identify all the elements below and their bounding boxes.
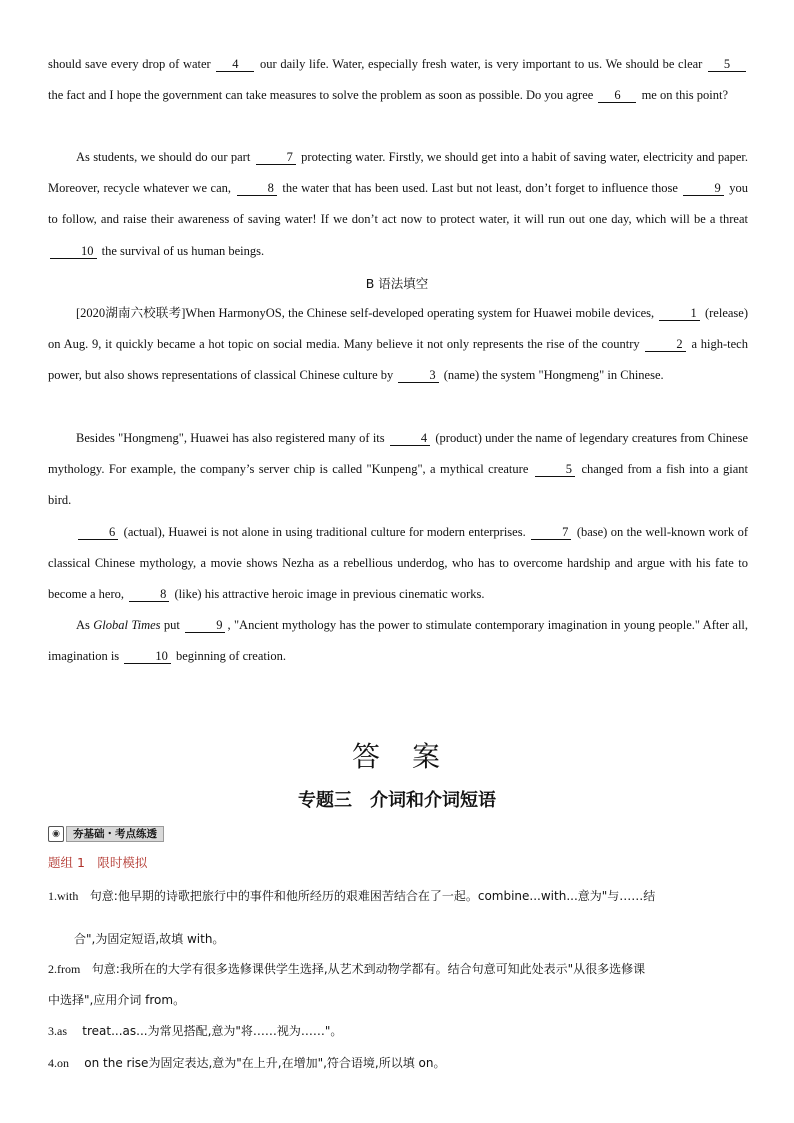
blank-5: 5 [535, 463, 575, 477]
cloze-a-paragraph-2 [48, 142, 748, 267]
passage-text: the fact and I hope the government can take measures to solve the problem as soon as possible. Do you agree [48, 88, 594, 103]
blank-10: 10 [50, 245, 97, 259]
passage-text: (base) on the well-known work of classical Chinese mythology, a movie shows Nezha as a rebellious underdog, who has to overcome hardship and argue with his fate to become a hero, [48, 525, 749, 602]
passage-text: (actual), Huawei is not alone in using traditional culture for modern enterprises. [123, 525, 526, 539]
question-group-title: 题组 1 限时模拟 [48, 855, 148, 870]
section-b-paragraph-1 [48, 298, 748, 392]
section-badge [48, 826, 164, 842]
answer-explanation-continued: 合",为固定短语,故填 with。 [74, 932, 225, 946]
passage-text: (name) the system "Hongmeng" in Chinese. [443, 368, 664, 383]
blank-7: 7 [531, 526, 571, 540]
section-b-paragraph-2 [48, 423, 748, 517]
passage-text: should save every drop of water [48, 57, 211, 71]
answer-explanation-continued: 中选择",应用介词 from。 [48, 993, 186, 1007]
answer-number: 2.from [48, 962, 81, 976]
passage-text: [2020湖南六校联考]When HarmonyOS, the Chinese self-developed operating system for Huawei mobile devices, [76, 306, 655, 320]
passage-text: our daily life. Water, especially fresh water, is very important to us. We should be clear [260, 57, 703, 71]
answer-explanation: 句意:他早期的诗歌把旅行中的事件和他所经历的艰难困苦结合在了一起。combine...with...意为"与……结 [89, 889, 656, 903]
passage-text: the water that has been used. Last but not least, don’t forget to influence those [282, 181, 678, 196]
blank-9: 9 [185, 619, 225, 633]
passage-text: changed from a fish into a giant bird. [48, 462, 749, 508]
section-b-paragraph-3 [48, 517, 748, 611]
passage-text: (like) his attractive heroic image in previous cinematic works. [174, 587, 485, 602]
passage-text: a high-tech power, but also shows representations of classical Chinese culture by [48, 337, 748, 383]
answer-heading: 答 案 [351, 740, 442, 773]
passage-text: (product) under the name of legendary creatures from Chinese mythology. For example, the company’s server chip is called "Kunpeng", a mythical creature [48, 431, 748, 477]
answer-subheading: 专题三 介词和介词短语 [298, 790, 496, 811]
answer-item-1 [48, 881, 748, 955]
answer-item-3 [48, 1016, 748, 1047]
blank-5: 5 [708, 58, 746, 72]
passage-text: put [163, 618, 180, 632]
passage-text: Besides "Hongmeng", Huawei has also registered many of its [76, 431, 385, 445]
blank-8: 8 [129, 588, 169, 602]
answer-explanation: 句意:我所在的大学有很多选修课供学生选择,从艺术到动物学都有。结合句意可知此处表示"从很多选修课 [91, 962, 646, 976]
badge-label: 夯基础・考点练透 [66, 826, 164, 842]
section-b-paragraph-4 [48, 610, 748, 672]
passage-text: the survival of us human beings. [101, 243, 265, 258]
blank-6: 6 [78, 526, 118, 540]
blank-2: 2 [645, 338, 685, 352]
answer-number: 3.as [48, 1024, 67, 1038]
answer-item-2 [48, 954, 748, 1016]
passage-text: As [76, 618, 90, 632]
passage-text: beginning of creation. [175, 649, 286, 664]
blank-6: 6 [598, 89, 636, 103]
passage-text: protecting water. Firstly, we should get into a habit of saving water, electricity and paper. Moreover, recycle whatever we can, [48, 150, 749, 196]
passage-text: As students, we should do our part [76, 150, 251, 164]
answer-explanation: treat...as...为常见搭配,意为"将……视为……"。 [82, 1024, 343, 1038]
answer-explanation: on the rise为固定表达,意为"在上升,在增加",符合语境,所以填 on。 [84, 1056, 446, 1070]
blank-4: 4 [216, 58, 254, 72]
section-b-title: B 语法填空 [365, 276, 429, 291]
publication-name: Global Times [93, 618, 161, 632]
passage-text: you to follow, and raise their awareness of saving water! If we don’t act now to protect water, it will run out one day, which will be a threat [48, 181, 749, 227]
blank-3: 3 [398, 369, 438, 383]
blank-8: 8 [237, 182, 277, 196]
answer-item-4 [48, 1048, 748, 1079]
lightbulb-icon: ◉ [48, 826, 64, 842]
passage-text: me on this point? [641, 88, 729, 103]
blank-4: 4 [390, 432, 430, 446]
blank-10: 10 [124, 650, 171, 664]
blank-7: 7 [256, 151, 296, 165]
passage-text: , "Ancient mythology has the power to stimulate contemporary imagination in young people." After all, imagination is [48, 618, 749, 664]
cloze-a-paragraph-1 [48, 49, 748, 111]
blank-1: 1 [659, 307, 699, 321]
blank-9: 9 [683, 182, 723, 196]
answer-number: 1.with [48, 889, 79, 903]
answer-number: 4.on [48, 1056, 69, 1070]
passage-text: (release) on Aug. 9, it quickly became a hot topic on social media. Many believe it not only represents the rise of the country [48, 306, 748, 352]
